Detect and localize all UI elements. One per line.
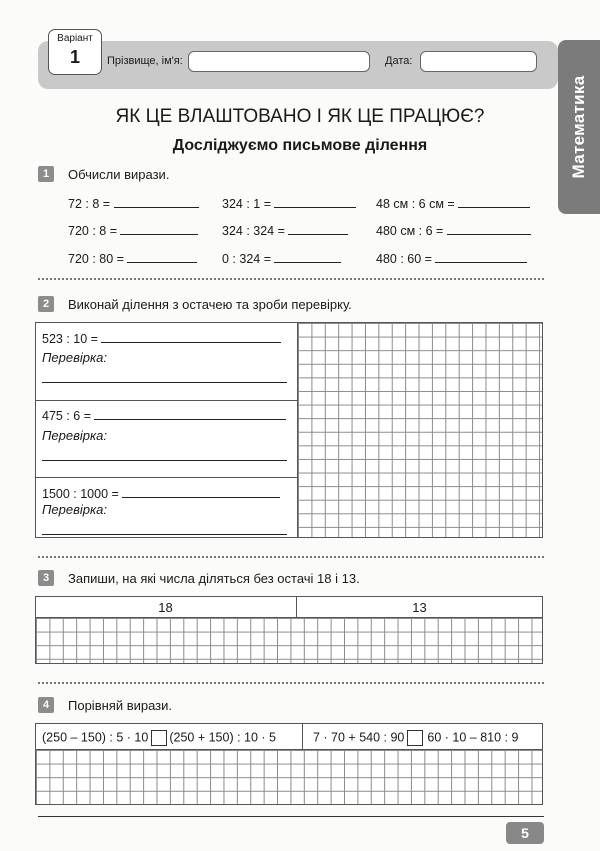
variant-box xyxy=(48,29,102,75)
check-label: Перевірка: xyxy=(42,428,107,443)
answer-line[interactable] xyxy=(120,222,198,235)
task-3-badge: 3 xyxy=(38,570,54,586)
section-divider xyxy=(38,556,544,558)
task-1-expr: 720 : 80 = xyxy=(68,250,197,266)
task-1-badge: 1 xyxy=(38,166,54,182)
row-divider xyxy=(35,400,298,401)
page-number: 5 xyxy=(506,822,544,844)
task-3-grid[interactable] xyxy=(35,617,543,664)
check-line[interactable] xyxy=(42,460,287,461)
answer-line[interactable] xyxy=(114,195,199,208)
task-2-expr: 1500 : 1000 = xyxy=(42,485,280,501)
task-1-expr: 480 см : 6 = xyxy=(376,222,531,238)
answer-line[interactable] xyxy=(435,250,527,263)
task-3-instruction: Запиши, на які числа діляться без остачі 18 і 13. xyxy=(68,571,360,586)
footer-rule xyxy=(38,816,544,817)
comparison-right: 7 · 70 + 540 : 90 60 · 10 – 810 : 9 xyxy=(313,730,519,745)
answer-line[interactable] xyxy=(94,407,286,420)
row-divider xyxy=(35,477,298,478)
task-1-instruction: Обчисли вирази. xyxy=(68,167,170,182)
task-4-grid[interactable] xyxy=(35,749,543,805)
answer-line[interactable] xyxy=(288,222,348,235)
name-field[interactable] xyxy=(188,51,370,72)
variant-label: Варіант xyxy=(57,33,93,44)
check-label: Перевірка: xyxy=(42,502,107,517)
answer-line[interactable] xyxy=(458,195,530,208)
task-1-expr: 720 : 8 = xyxy=(68,222,198,238)
answer-line[interactable] xyxy=(274,195,356,208)
answer-line[interactable] xyxy=(101,330,281,343)
task-2-badge: 2 xyxy=(38,296,54,312)
task-2-instruction: Виконай ділення з остачею та зроби перевірку. xyxy=(68,297,352,312)
check-label: Перевірка: xyxy=(42,350,107,365)
column-divider xyxy=(302,723,303,750)
check-line[interactable] xyxy=(42,382,287,383)
task-2-expr: 475 : 6 = xyxy=(42,407,286,423)
task-2-grid[interactable] xyxy=(297,322,543,538)
answer-line[interactable] xyxy=(274,250,341,263)
variant-number: 1 xyxy=(69,47,80,67)
column-header-18: 18 xyxy=(158,600,173,615)
section-divider xyxy=(38,682,544,684)
comparison-sign-box[interactable] xyxy=(407,730,423,746)
task-4-badge: 4 xyxy=(38,697,54,713)
answer-line[interactable] xyxy=(127,250,197,263)
section-divider xyxy=(38,278,544,280)
task-1-expr: 72 : 8 = xyxy=(68,195,199,211)
task-1-expr: 48 см : 6 см = xyxy=(376,195,530,211)
task-4-instruction: Порівняй вирази. xyxy=(68,698,173,713)
task-1-expr: 324 : 1 = xyxy=(222,195,356,211)
column-header-13: 13 xyxy=(412,600,427,615)
task-1-expr: 480 : 60 = xyxy=(376,250,527,266)
page-subtitle: Досліджуємо письмове ділення xyxy=(172,137,428,154)
answer-line[interactable] xyxy=(447,222,531,235)
comparison-left: (250 – 150) : 5 · 10 (250 + 150) : 10 · 5 xyxy=(42,730,276,745)
check-line[interactable] xyxy=(42,534,287,535)
task-1-expr: 0 : 324 = xyxy=(222,250,341,266)
date-label: Дата: xyxy=(385,55,413,67)
date-field[interactable] xyxy=(420,51,537,72)
page-title: ЯК ЦЕ ВЛАШТОВАНО І ЯК ЦЕ ПРАЦЮЄ? xyxy=(115,106,485,127)
comparison-sign-box[interactable] xyxy=(151,730,167,746)
name-label: Прізвище, ім'я: xyxy=(107,55,183,67)
task-2-expr: 523 : 10 = xyxy=(42,330,281,346)
answer-line[interactable] xyxy=(122,485,280,498)
task-1-expr: 324 : 324 = xyxy=(222,222,348,238)
subject-tab-label: Математика xyxy=(569,75,588,179)
